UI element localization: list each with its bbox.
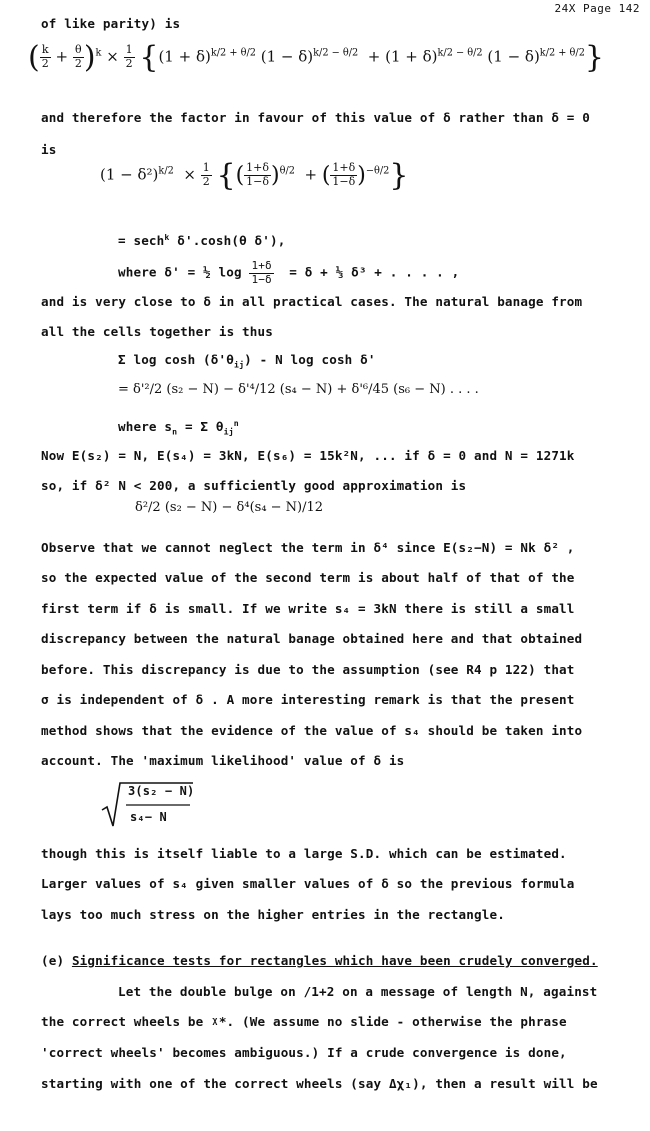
text-line: though this is itself liable to a large S.D. which can be estimated.	[41, 846, 567, 861]
sqrt-numerator: 3(s₂ − N)	[128, 784, 195, 798]
formula-sum: Σ $\log \cosh (\delta'\theta_{ij})$ - N log cosh δ'	[118, 352, 376, 370]
text-line: Larger values of s₄ given smaller values of δ so the previous formula	[41, 876, 575, 891]
text-line: all the cells together is thus	[41, 324, 273, 339]
text-line: Observe that we cannot neglect the term in δ⁴ since E(s₂−N) = Nk δ² ,	[41, 540, 575, 555]
text-line: of like parity) is	[41, 16, 181, 31]
text-line: discrepancy between the natural banage obtained here and that obtained	[41, 631, 583, 646]
sqrt-denominator: s₄− N	[130, 810, 167, 824]
text-line: lays too much stress on the higher entries in the rectangle.	[41, 907, 505, 922]
formula-where-delta: where δ' = ½ log $\frac{1+\delta}{1-\delta}$ = δ + ⅓ δ³ + . . . . ,	[118, 259, 460, 286]
text-line: before. This discrepancy is due to the assumption (see R4 p 122) that	[41, 662, 575, 677]
section-heading: (e) Significance tests for rectangles which have been crudely converged.	[41, 953, 598, 968]
text-line: Let the double bulge on /1+2 on a message of length N, against	[118, 984, 598, 999]
formula-series: = δ'²/2 (s₂ − N) − δ'⁴/12 (s₄ − N) + δ'⁶/45 (s₆ − N) . . . .	[118, 382, 479, 397]
formula-sech: = sech$^k$ δ'.cosh(θ δ'),	[118, 232, 286, 249]
formula-where-s: where $s_n = \Sigma$ $\theta_{ij}^n$	[118, 418, 239, 437]
text-line: method shows that the evidence of the value of s₄ should be taken into	[41, 723, 583, 738]
formula-1: ( $\frac{k}{2}$ + $\frac{\theta}{2}$ )$^k$ × $\frac{1}{2}$ {$(1 + \delta)^{k/2 + \theta/2}$ $(1 - \delta)^{k/2 - \theta/2} + (1 + \delta)^{k/2 - \theta/2}$ $(1 - \delta)^{k/2 + \theta/2}$}	[28, 40, 605, 75]
formula-approx: δ²/2 (s₂ − N) − δ⁴(s₄ − N)/12	[135, 500, 324, 515]
page-identifier: 24X Page 142	[554, 2, 640, 15]
text-line: and therefore the factor in favour of this value of δ rather than δ = 0	[41, 110, 590, 125]
text-line: σ is independent of δ . A more interesting remark is that the present	[41, 692, 575, 707]
text-line: starting with one of the correct wheels (say Δχ₁), then a result will be	[41, 1076, 598, 1091]
text-line: 'correct wheels' becomes ambiguous.) If a crude convergence is done,	[41, 1045, 567, 1060]
formula-2: $(1 - \delta^2)^{k/2}$ × $\frac{1}{2}$ {( $\frac{1+\delta}{1-\delta}$ )$^{\theta/2}$ + ( $\frac{1+\delta}{1-\delta}$ )$^{-\theta/2}$}	[100, 158, 409, 193]
text-line: is	[41, 142, 57, 157]
text-line: Now E(s₂) = N, E(s₄) = 3kN, E(s₆) = 15k²N, ... if δ = 0 and N = 1271k	[41, 448, 575, 463]
text-line: so the expected value of the second term is about half of that of the	[41, 570, 575, 585]
text-line: first term if δ is small. If we write s₄ = 3kN there is still a small	[41, 601, 575, 616]
text-line: and is very close to δ in all practical cases. The natural banage from	[41, 294, 583, 309]
text-line: the correct wheels be ᵡ*. (We assume no slide - otherwise the phrase	[41, 1014, 567, 1029]
text-line: account. The 'maximum likelihood' value of δ is	[41, 753, 405, 768]
text-line: so, if δ² N < 200, a sufficiently good approximation is	[41, 478, 467, 493]
